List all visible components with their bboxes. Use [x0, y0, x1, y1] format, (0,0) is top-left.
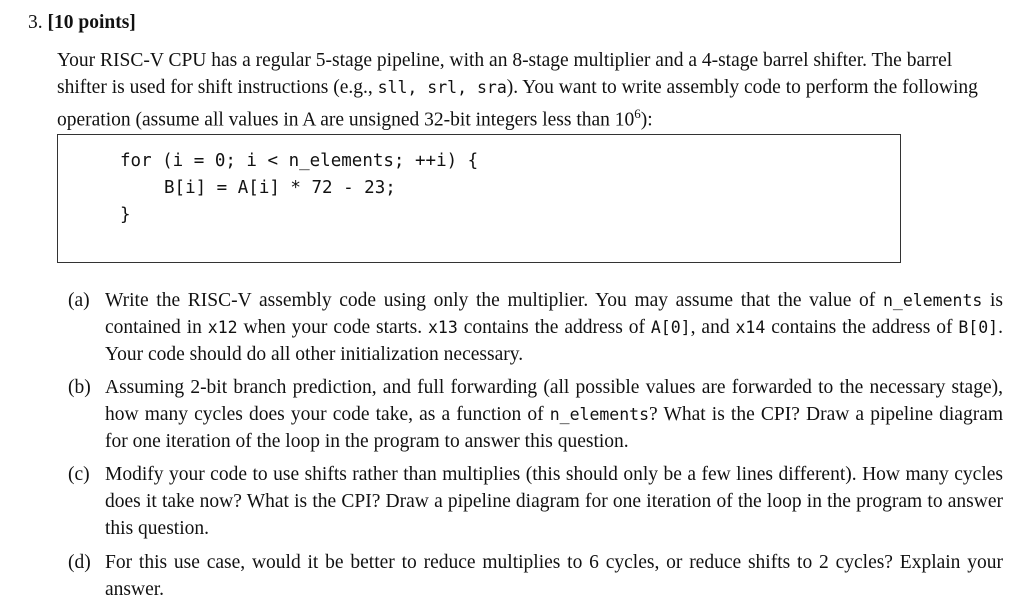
part-a-text-2: is contained in — [105, 290, 1003, 338]
part-a-code-x14: x14 — [735, 317, 766, 337]
part-a-text-6: contains the address of — [765, 316, 959, 338]
part-a-code-a0: A[0] — [650, 317, 691, 337]
part-a — [68, 288, 1003, 368]
code-box — [57, 134, 901, 263]
part-a-code-b0: B[0] — [958, 317, 999, 337]
part-a-text-4: contains the address of — [457, 316, 651, 338]
question-header — [28, 12, 136, 34]
intro-text-1: Your RISC-V CPU has a regular 5-stage pipeline, with an 8-stage multiplier and a 4-stage barrel shifter. The barrel shifter is used for shift instructions (e.g., — [57, 50, 953, 98]
part-b-text — [105, 375, 1003, 455]
code-line-2: B[i] = A[i] * 72 - 23; — [164, 178, 396, 198]
part-b-code-n-elements: n_elements — [549, 404, 650, 424]
part-c-label: (c) — [68, 464, 90, 485]
question-number: 3. — [28, 12, 43, 33]
part-a-code-n-elements: n_elements — [882, 291, 983, 310]
question-points: [10 points] — [47, 12, 136, 33]
part-c-text: Modify your code to use shifts rather than multiplies (this should only be a few lines different). How many cycles does it take now? What is the CPI? Draw a pipeline diagram for one iteration of the loop in the program to answer this question. — [105, 464, 1003, 539]
part-b-text-1: Assuming 2-bit branch prediction, and full forwarding (all possible values are forwarded to the necessary stage), how many cycles does your code take, as a function of — [105, 377, 1003, 425]
part-b-label: (b) — [68, 377, 91, 398]
part-a-code-x13: x13 — [427, 317, 458, 337]
part-b-text-2: ? What is the CPI? Draw a pipeline diagram for one iteration of the loop in the program to answer this question. — [105, 403, 1004, 452]
part-a-text-7: . Your code should do all other initialization necessary. — [105, 316, 1003, 365]
code-line-3: } — [120, 205, 131, 225]
part-a-code-x12: x12 — [207, 317, 238, 337]
code-line-1: for (i = 0; i < n_elements; ++i) { — [120, 151, 479, 171]
part-a-label: (a) — [68, 290, 90, 311]
intro-code-shift-instructions: sll, srl, sra — [377, 77, 507, 97]
intro-exponent: 6 — [634, 106, 641, 121]
part-a-text-1: Write the RISC-V assembly code using only the multiplier. You may assume that the value of — [105, 290, 883, 311]
part-d-text: For this use case, would it be better to reduce multiplies to 6 cycles, or reduce shifts to 2 cycles? Explain your answer. — [105, 552, 1003, 600]
part-b — [68, 375, 1003, 455]
part-a-text-5: , and — [690, 316, 736, 338]
part-d-label: (d) — [68, 552, 91, 573]
question-intro — [57, 48, 1002, 134]
part-c — [68, 462, 1003, 542]
part-a-text — [105, 288, 1003, 368]
part-d — [68, 550, 1003, 604]
intro-text-3: ): — [640, 109, 653, 131]
intro-text-2: ). You want to write assembly code to perform the following operation (assume all values in A are unsigned 32-bit integers less than 10 — [57, 76, 978, 131]
part-a-text-3: when your code starts. — [237, 316, 428, 338]
